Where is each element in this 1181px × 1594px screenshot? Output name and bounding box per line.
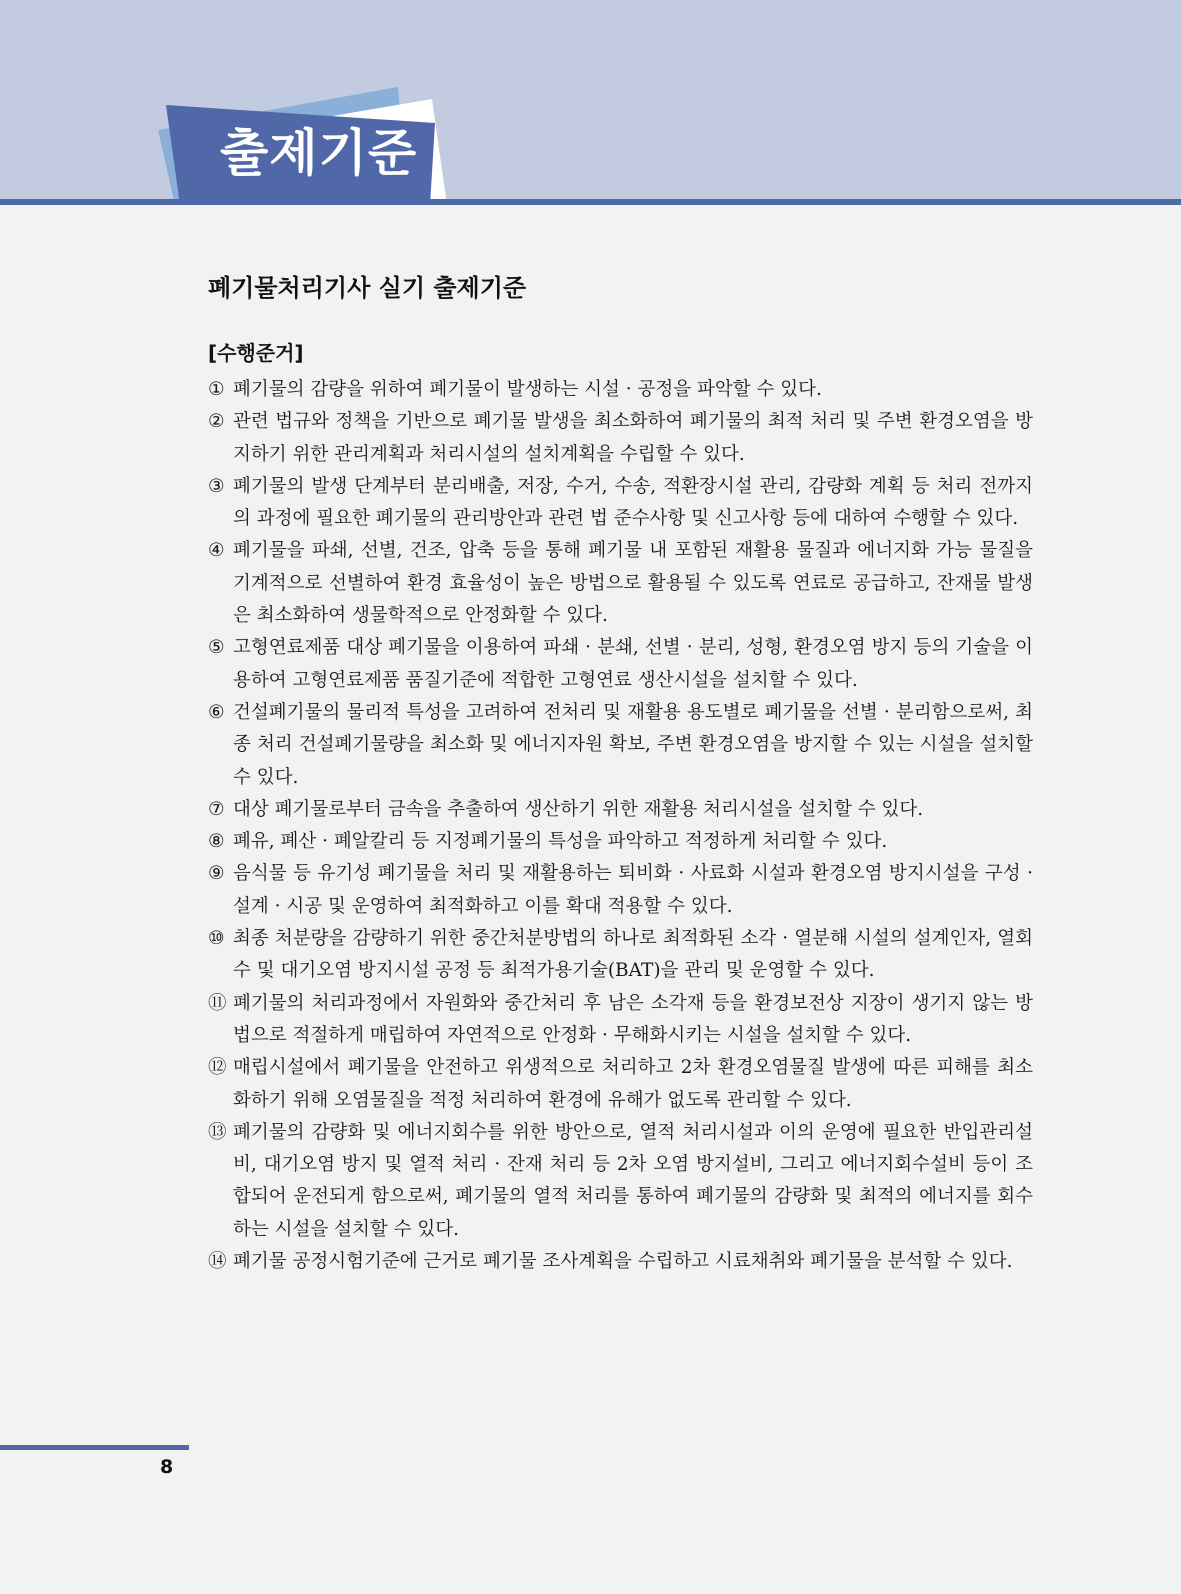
item-text: 고형연료제품 대상 폐기물을 이용하여 파쇄 · 분쇄, 선별 · 분리, 성형, 환경오염 방지 등의 기술을 이용하여 고형연료제품 품질기준에 적합한 고형연료 생산시설을 설치할 수 있다. xyxy=(233,637,1033,691)
item-text: 최종 처분량을 감량하기 위한 중간처분방법의 하나로 최적화된 소각 · 열분해 시설의 설계인자, 열회수 및 대기오염 방지시설 공정 등 최적가용기술(BAT)을 관리 및 운영할 수 있다. xyxy=(233,928,1033,982)
item-number: ⑧ xyxy=(208,831,225,853)
item-text: 폐기물의 처리과정에서 자원화와 중간처리 후 남은 소각재 등을 환경보전상 지장이 생기지 않는 방법으로 적절하게 매립하여 자연적으로 안정화 · 무해화시키는 시설을 설치할 수 있다. xyxy=(233,992,1033,1046)
criteria-item xyxy=(208,858,1033,923)
item-text: 폐기물의 감량을 위하여 폐기물이 발생하는 시설 · 공정을 파악할 수 있다. xyxy=(233,379,822,400)
item-text: 폐기물 공정시험기준에 근거로 폐기물 조사계획을 수립하고 시료채취와 폐기물을 분석할 수 있다. xyxy=(233,1251,1013,1273)
item-number: ② xyxy=(208,411,225,433)
criteria-item xyxy=(208,632,1033,697)
item-text: 건설폐기물의 물리적 특성을 고려하여 전처리 및 재활용 용도별로 폐기물을 선별 · 분리함으로써, 최종 처리 건설폐기물량을 최소화 및 에너지자원 확보, 주변 환경오염을 방지할 수 있는 시설을 설치할 수 있다. xyxy=(233,701,1033,788)
item-number: ⑨ xyxy=(208,863,225,885)
item-number: ⑫ xyxy=(208,1057,227,1079)
item-text: 대상 폐기물로부터 금속을 추출하여 생산하기 위한 재활용 처리시설을 설치할 수 있다. xyxy=(233,798,924,820)
item-number: ⑩ xyxy=(208,928,225,950)
criteria-item xyxy=(208,923,1033,988)
item-text: 폐기물의 발생 단계부터 분리배출, 저장, 수거, 수송, 적환장시설 관리, 감량화 계획 등 처리 전까지의 과정에 필요한 폐기물의 관리방안과 관련 법 준수사항 및 신고사항 등에 대하여 수행할 수 있다. xyxy=(233,475,1033,530)
item-number: ⑤ xyxy=(208,637,225,659)
item-number: ⑭ xyxy=(208,1251,227,1273)
section-title: 출제기준 xyxy=(220,124,418,182)
item-number: ⑪ xyxy=(208,992,227,1014)
criteria-subheading: [수행준거] xyxy=(208,341,304,365)
criteria-item xyxy=(208,697,1033,794)
item-text: 관련 법규와 정책을 기반으로 폐기물 발생을 최소화하여 폐기물의 최적 처리 및 주변 환경오염을 방지하기 위한 관리계획과 처리시설의 설치계획을 수립할 수 있다. xyxy=(233,411,1033,465)
header-rule xyxy=(0,199,1181,205)
item-number: ③ xyxy=(208,475,225,497)
item-text: 폐기물의 감량화 및 에너지회수를 위한 방안으로, 열적 처리시설과 이의 운영에 필요한 반입관리설비, 대기오염 방지 및 열적 처리 · 잔재 처리 등 2차 오염 방지설비, 그리고 에너지회수설비 등이 조합되어 운전되게 함으로써, 폐기물의 열적 처리를 통하여 폐기물의 감량화 및 최적의 에너지를 회수하는 시설을 설치할 수 있다. xyxy=(233,1121,1033,1240)
criteria-item xyxy=(208,471,1033,536)
criteria-item xyxy=(208,374,1033,406)
page-number: 8 xyxy=(160,1456,174,1478)
item-number: ⑬ xyxy=(208,1121,227,1143)
criteria-item xyxy=(208,1052,1033,1117)
item-text: 폐기물을 파쇄, 선별, 건조, 압축 등을 통해 폐기물 내 포함된 재활용 물질과 에너지화 가능 물질을 기계적으로 선별하여 환경 효율성이 높은 방법으로 활용될 수 있도록 연료로 공급하고, 잔재물 발생은 최소화하여 생물학적으로 안정화할 수 있다. xyxy=(233,540,1033,627)
item-text: 매립시설에서 폐기물을 안전하고 위생적으로 처리하고 2차 환경오염물질 발생에 따른 피해를 최소화하기 위해 오염물질을 적정 처리하여 환경에 유해가 없도록 관리할 수 있다. xyxy=(233,1057,1033,1111)
criteria-item xyxy=(208,1246,1033,1278)
criteria-item xyxy=(208,406,1033,471)
item-number: ⑥ xyxy=(208,701,225,723)
item-number: ⑦ xyxy=(208,798,225,820)
main-content xyxy=(208,268,1033,1278)
criteria-item xyxy=(208,535,1033,632)
criteria-list xyxy=(208,374,1033,1278)
criteria-item xyxy=(208,794,1033,826)
criteria-item xyxy=(208,1117,1033,1246)
item-number: ① xyxy=(208,379,225,400)
item-number: ④ xyxy=(208,540,225,562)
item-text: 폐유, 폐산 · 폐알칼리 등 지정폐기물의 특성을 파악하고 적정하게 처리할 수 있다. xyxy=(233,831,888,853)
criteria-item xyxy=(208,826,1033,858)
criteria-item xyxy=(208,988,1033,1053)
item-text: 음식물 등 유기성 폐기물을 처리 및 재활용하는 퇴비화 · 사료화 시설과 환경오염 방지시설을 구성 · 설계 · 시공 및 운영하여 최적화하고 이를 확대 적용할 수 있다. xyxy=(233,863,1033,917)
footer-rule xyxy=(0,1445,189,1450)
document-heading: 폐기물처리기사 실기 출제기준 xyxy=(208,274,527,302)
